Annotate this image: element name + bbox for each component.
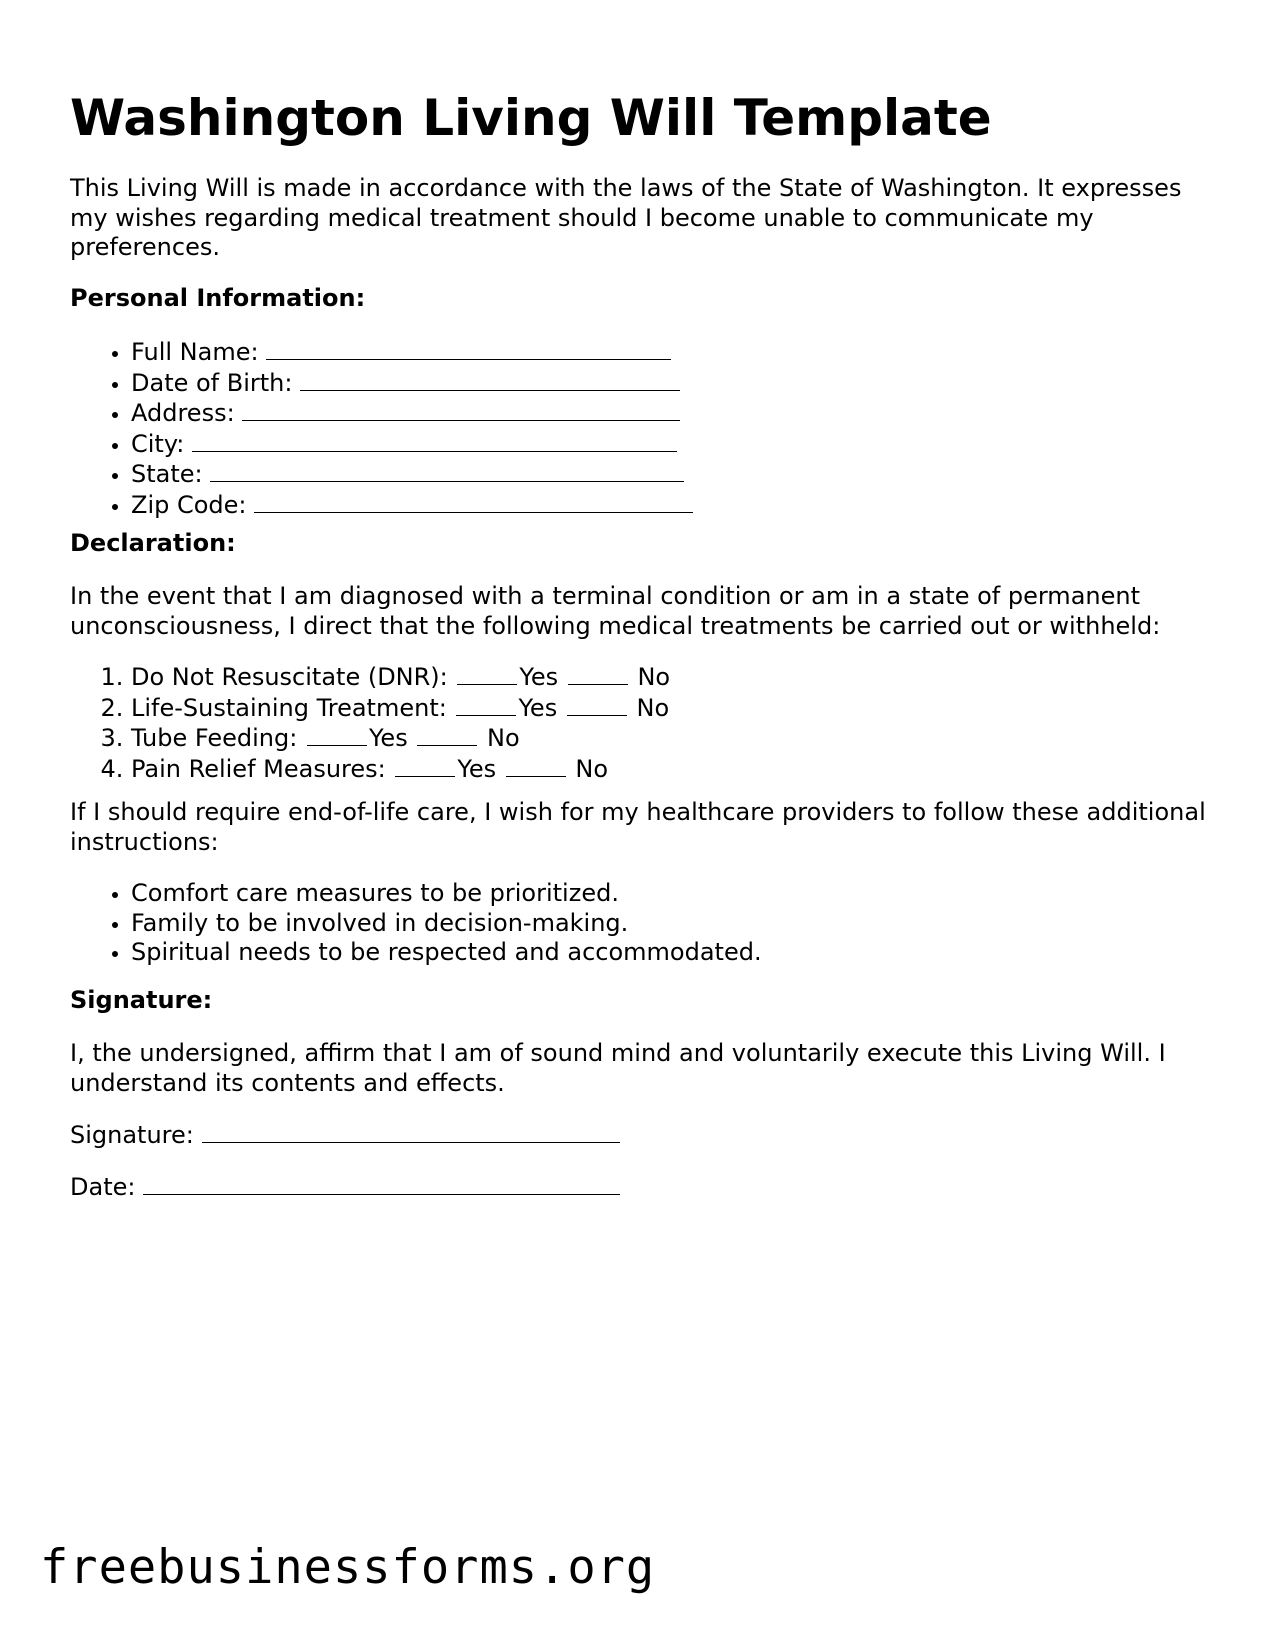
personal-info-heading: Personal Information: bbox=[70, 284, 366, 312]
list-item bbox=[131, 459, 1263, 490]
list-item bbox=[131, 723, 1263, 754]
list-item bbox=[131, 662, 1263, 693]
list-item: • Family to be involved in decision-making. bbox=[131, 909, 1263, 939]
list-item bbox=[131, 754, 1263, 785]
pain-relief-label: Pain Relief Measures: bbox=[131, 754, 386, 783]
state-field[interactable] bbox=[210, 459, 684, 482]
declaration-paragraph: In the event that I am diagnosed with a terminal condition or am in a state of permanent unconsciousness, I direct that the following medical treatments be carried out or withheld: bbox=[70, 582, 1161, 640]
yes-label: Yes bbox=[518, 693, 558, 722]
signature-heading: Signature: bbox=[70, 986, 213, 1014]
signature-label: Signature: bbox=[70, 1121, 194, 1149]
yes-label: Yes bbox=[368, 724, 408, 752]
treatment-list bbox=[70, 662, 1263, 784]
date-of-birth-field[interactable] bbox=[300, 368, 680, 391]
city-label: City: bbox=[131, 429, 185, 458]
full-name-label: Full Name: bbox=[131, 338, 259, 366]
dnr-label: Do Not Resuscitate (DNR): bbox=[131, 663, 448, 691]
list-item: • Spiritual needs to be respected and accommodated. bbox=[131, 938, 1263, 968]
city-field[interactable] bbox=[192, 429, 677, 452]
life-sustaining-label: Life-Sustaining Treatment: bbox=[131, 693, 447, 722]
zip-code-label: Zip Code: bbox=[131, 490, 247, 519]
pain-relief-yes-field[interactable] bbox=[395, 754, 455, 777]
date-field[interactable] bbox=[143, 1172, 620, 1195]
list-item: • Comfort care measures to be prioritized. bbox=[131, 879, 1263, 909]
zip-code-field[interactable] bbox=[254, 490, 693, 513]
list-item bbox=[131, 368, 1263, 399]
yes-label: Yes bbox=[519, 663, 559, 691]
list-item bbox=[131, 490, 1263, 521]
dnr-no-field[interactable] bbox=[568, 662, 628, 685]
date-of-birth-label: Date of Birth: bbox=[131, 368, 293, 397]
yes-label: Yes bbox=[457, 754, 497, 783]
instructions-list bbox=[70, 879, 1263, 968]
full-name-field[interactable] bbox=[266, 337, 671, 360]
declaration-heading: Declaration: bbox=[70, 529, 236, 557]
personal-info-list bbox=[70, 337, 1263, 520]
date-row bbox=[70, 1172, 1210, 1203]
life-sustaining-no-field[interactable] bbox=[567, 693, 627, 716]
address-field[interactable] bbox=[242, 398, 680, 421]
additional-instructions-paragraph: If I should require end-of-life care, I wish for my healthcare providers to follow these additional instructions: bbox=[70, 798, 1206, 856]
tube-feeding-label: Tube Feeding: bbox=[131, 724, 298, 752]
no-label: No bbox=[636, 693, 670, 722]
state-label: State: bbox=[131, 460, 203, 488]
list-item bbox=[131, 693, 1263, 724]
no-label: No bbox=[486, 724, 520, 752]
page-title: Washington Living Will Template bbox=[70, 89, 992, 147]
list-item bbox=[131, 429, 1263, 460]
tube-feeding-no-field[interactable] bbox=[417, 723, 477, 746]
life-sustaining-yes-field[interactable] bbox=[456, 693, 516, 716]
footer-watermark: freebusinessforms.org bbox=[40, 1540, 656, 1595]
no-label: No bbox=[637, 663, 671, 691]
pain-relief-no-field[interactable] bbox=[506, 754, 566, 777]
date-label: Date: bbox=[70, 1173, 136, 1201]
intro-paragraph: This Living Will is made in accordance with the laws of the State of Washington. It expresses my wishes regarding medical treatment should I become unable to communicate my preferences. bbox=[70, 174, 1182, 261]
signature-field[interactable] bbox=[202, 1120, 620, 1143]
address-label: Address: bbox=[131, 399, 235, 427]
dnr-yes-field[interactable] bbox=[457, 662, 517, 685]
list-item bbox=[131, 398, 1263, 429]
list-item bbox=[131, 337, 1263, 368]
signature-row bbox=[70, 1120, 1210, 1151]
no-label: No bbox=[575, 754, 609, 783]
tube-feeding-yes-field[interactable] bbox=[307, 723, 367, 746]
signature-paragraph: I, the undersigned, affirm that I am of sound mind and voluntarily execute this Living Will. I understand its contents and effects. bbox=[70, 1039, 1166, 1097]
